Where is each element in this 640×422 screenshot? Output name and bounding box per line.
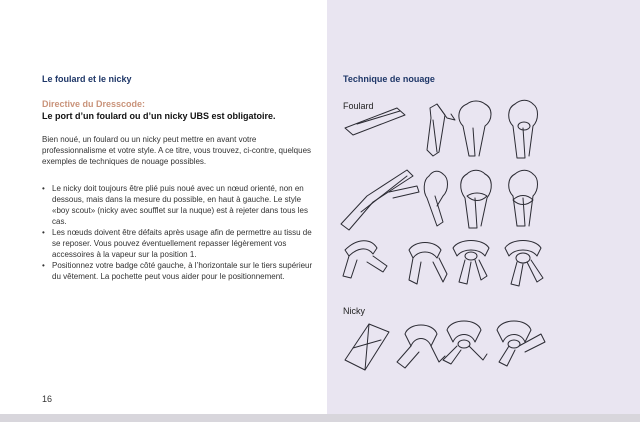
- foulard-step-2-illustration: [427, 104, 455, 156]
- bullet-list: [42, 183, 317, 282]
- foulard-step-4-illustration: [509, 100, 538, 158]
- directive-label: Directive du Dresscode:: [42, 99, 146, 109]
- knot-illustrations: [327, 0, 640, 422]
- foulard-step-5-illustration: [341, 170, 419, 230]
- page-number: 16: [42, 394, 53, 404]
- foulard-step-8-illustration: [509, 170, 538, 226]
- foulard-step-9-illustration: [343, 241, 387, 278]
- page-bottom-edge: [0, 414, 640, 422]
- directive-text: Le port d’un foulard ou d’un nicky UBS est obligatoire.: [42, 111, 276, 121]
- section-title: Le foulard et le nicky: [42, 74, 132, 84]
- foulard-step-1-illustration: [345, 108, 405, 135]
- nicky-label: Nicky: [343, 306, 365, 316]
- foulard-step-7-illustration: [461, 170, 492, 228]
- foulard-step-3-illustration: [459, 101, 491, 156]
- foulard-step-12-illustration: [505, 241, 543, 287]
- bullet-item: • Les nœuds doivent être défaits après usage afin de permettre au tissu de se reposer. Vous pouvez éventuellement repasser légèrement vos accessoires à la vapeur sur la position 1.: [42, 227, 317, 260]
- technique-title: Technique de nouage: [343, 74, 435, 84]
- nicky-step-2-illustration: [443, 321, 487, 364]
- foulard-step-10-illustration: [409, 243, 447, 285]
- nicky-step-3-illustration: [497, 321, 545, 366]
- foulard-step-6-illustration: [424, 171, 447, 226]
- nicky-folded-illustration: [345, 324, 389, 370]
- foulard-step-11-illustration: [453, 241, 489, 285]
- bullet-item: • Positionnez votre badge côté gauche, à l’horizontale sur le tiers supérieur du vêtement. La pochette peut vous aider pour le positionnement.: [42, 260, 317, 282]
- nicky-step-1-illustration: [397, 325, 445, 368]
- foulard-label: Foulard: [343, 101, 374, 111]
- intro-paragraph: Bien noué, un foulard ou un nicky peut mettre en avant votre professionnalisme et votre style. A ce titre, vous trouvez, ci-contre, quelques exemples de techniques de nouage possibles.: [42, 135, 312, 166]
- bullet-item: • Le nicky doit toujours être plié puis noué avec un nœud orienté, non en dessous, mais dans la mesure du possible, en haut à gauche. Le style «boy scout» (nicky avec soufflet sur la nuque) est à rejeter dans tous les cas.: [42, 183, 317, 227]
